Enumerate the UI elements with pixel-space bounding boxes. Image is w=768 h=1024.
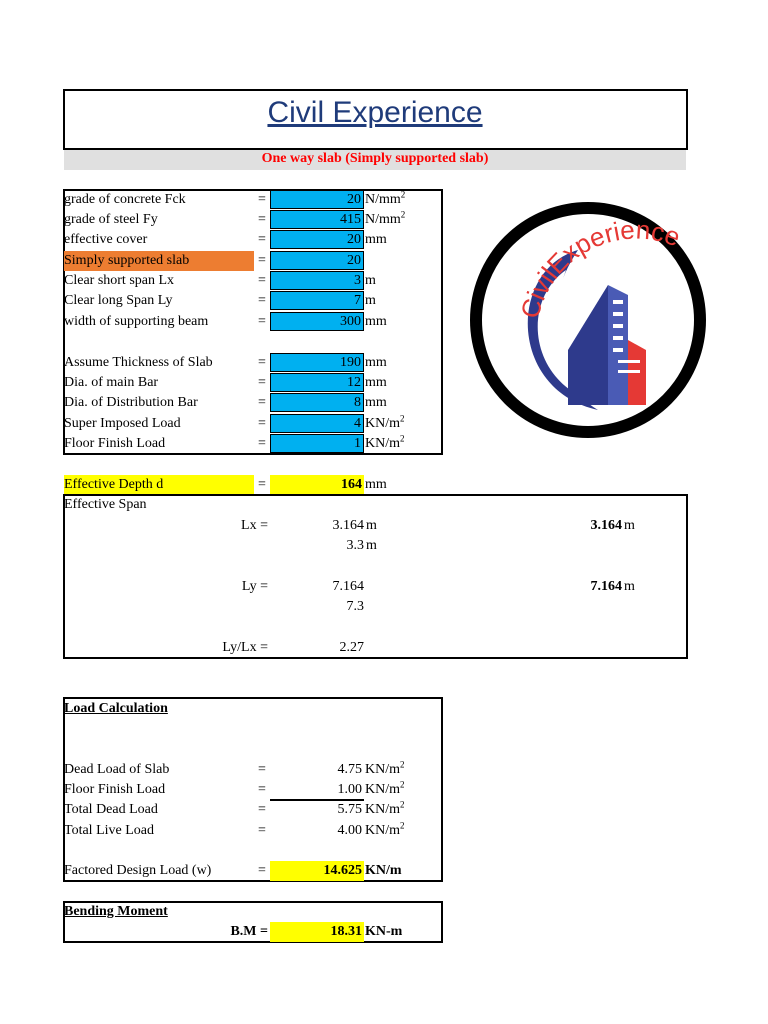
effective-depth-label: Effective Depth d [64, 475, 254, 495]
unit-label: $KN/m^2$ [365, 779, 405, 797]
load-calculation-heading: Load Calculation [64, 701, 168, 716]
equals-sign: = [258, 212, 266, 227]
unit-label: mm [365, 232, 387, 247]
ratio-value: 2.27 [339, 640, 364, 655]
input-cell-ly[interactable]: 7 [270, 291, 364, 310]
unit-label: mm [365, 355, 387, 370]
logo-text: CivilExperience [514, 214, 685, 322]
equals-sign: = [258, 823, 266, 838]
input-label: Clear short span Lx [64, 273, 175, 288]
ly-value-2: 7.3 [346, 599, 364, 614]
input-cell-lx[interactable]: 3 [270, 271, 364, 290]
effective-span-label: Effective Span [64, 497, 147, 512]
lx-value-1: 3.164 [332, 518, 364, 533]
factored-load-label: Factored Design Load (w) [64, 863, 212, 878]
load-label: Total Dead Load [64, 802, 158, 817]
input-cell-dist-bar[interactable]: 8 [270, 393, 364, 412]
bm-value: 18.31 [270, 922, 364, 942]
load-label: Total Live Load [64, 823, 154, 838]
input-label: grade of concrete Fck [64, 192, 186, 207]
equals-sign: = [258, 436, 266, 451]
input-cell-support[interactable]: 20 [270, 251, 364, 270]
equals-sign: = [258, 192, 266, 207]
equals-sign: = [258, 375, 266, 390]
unit-label: m [366, 538, 377, 553]
input-cell-main-bar[interactable]: 12 [270, 373, 364, 392]
equals-sign: = [258, 863, 266, 878]
ly-value-1: 7.164 [332, 579, 364, 594]
unit-label: $KN/m^2$ [365, 799, 405, 817]
input-label: Super Imposed Load [64, 416, 181, 431]
unit-label: m [624, 579, 635, 594]
equals-sign: = [258, 802, 266, 817]
unit-label: m [365, 293, 376, 308]
unit-label: mm [365, 314, 387, 329]
ly-result: 7.164 [590, 579, 622, 594]
input-cell-thickness[interactable]: 190 [270, 353, 364, 372]
unit-label: mm [365, 395, 387, 410]
total-dead-load-value: 5.75 [337, 802, 362, 817]
equals-sign: = [258, 762, 266, 777]
lx-value-2: 3.3 [346, 538, 364, 553]
equals-sign: = [258, 416, 266, 431]
equals-sign: = [258, 314, 266, 329]
input-label-support-type: Simply supported slab [64, 251, 254, 271]
bm-label: B.M = [230, 924, 268, 939]
total-live-load-value: 4.00 [337, 823, 362, 838]
unit-label: $KN/m^2$ [365, 759, 405, 777]
equals-sign: = [258, 355, 266, 370]
unit-label: KN-m [365, 924, 403, 939]
input-label: Dia. of Distribution Bar [64, 395, 198, 410]
equals-sign: = [258, 253, 266, 268]
unit-label: mm [365, 375, 387, 390]
equals-sign: = [258, 782, 266, 797]
load-label: Dead Load of Slab [64, 762, 170, 777]
lx-result: 3.164 [590, 518, 622, 533]
page-title: Civil Experience [267, 96, 483, 129]
unit-label: $KN/m^2$ [365, 433, 405, 451]
input-cell-fy[interactable]: 415 [270, 210, 364, 229]
civil-experience-logo [468, 200, 768, 440]
input-label: Dia. of main Bar [64, 375, 159, 390]
unit-label: m [365, 273, 376, 288]
load-label: Floor Finish Load [64, 782, 166, 797]
equals-sign: = [258, 232, 266, 247]
unit-label: KN/m [365, 863, 402, 878]
ratio-label: Ly/Lx = [222, 640, 268, 655]
bending-moment-heading: Bending Moment [64, 904, 168, 919]
input-label: grade of steel Fy [64, 212, 158, 227]
unit-label: $KN/m^2$ [365, 820, 405, 838]
unit-label: $N/mm^2$ [365, 209, 406, 227]
unit-label: mm [365, 477, 387, 492]
unit-label: $N/mm^2$ [365, 189, 406, 207]
dead-load-value: 4.75 [337, 762, 362, 777]
input-label: Clear long Span Ly [64, 293, 173, 308]
factored-load-value: 14.625 [270, 861, 364, 881]
unit-label: m [366, 518, 377, 533]
effective-depth-value: 164 [270, 475, 364, 495]
ly-label: Ly = [241, 579, 268, 594]
input-cell-floor-finish[interactable]: 1 [270, 434, 364, 453]
equals-sign: = [258, 477, 266, 492]
equals-sign: = [258, 395, 266, 410]
input-cell-beam-width[interactable]: 300 [270, 312, 364, 331]
lx-label: Lx = [241, 518, 268, 533]
input-label: Floor Finish Load [64, 436, 166, 451]
page-subtitle: One way slab (Simply supported slab) [261, 151, 489, 166]
input-cell-cover[interactable]: 20 [270, 230, 364, 249]
equals-sign: = [258, 273, 266, 288]
equals-sign: = [258, 293, 266, 308]
input-cell-imposed-load[interactable]: 4 [270, 414, 364, 433]
input-label: Assume Thickness of Slab [64, 355, 213, 370]
floor-finish-value: 1.00 [337, 782, 362, 797]
input-cell-fck[interactable]: 20 [270, 190, 364, 209]
input-label: width of supporting beam [64, 314, 209, 329]
input-label: effective cover [64, 232, 148, 247]
unit-label: m [624, 518, 635, 533]
unit-label: $KN/m^2$ [365, 413, 405, 431]
